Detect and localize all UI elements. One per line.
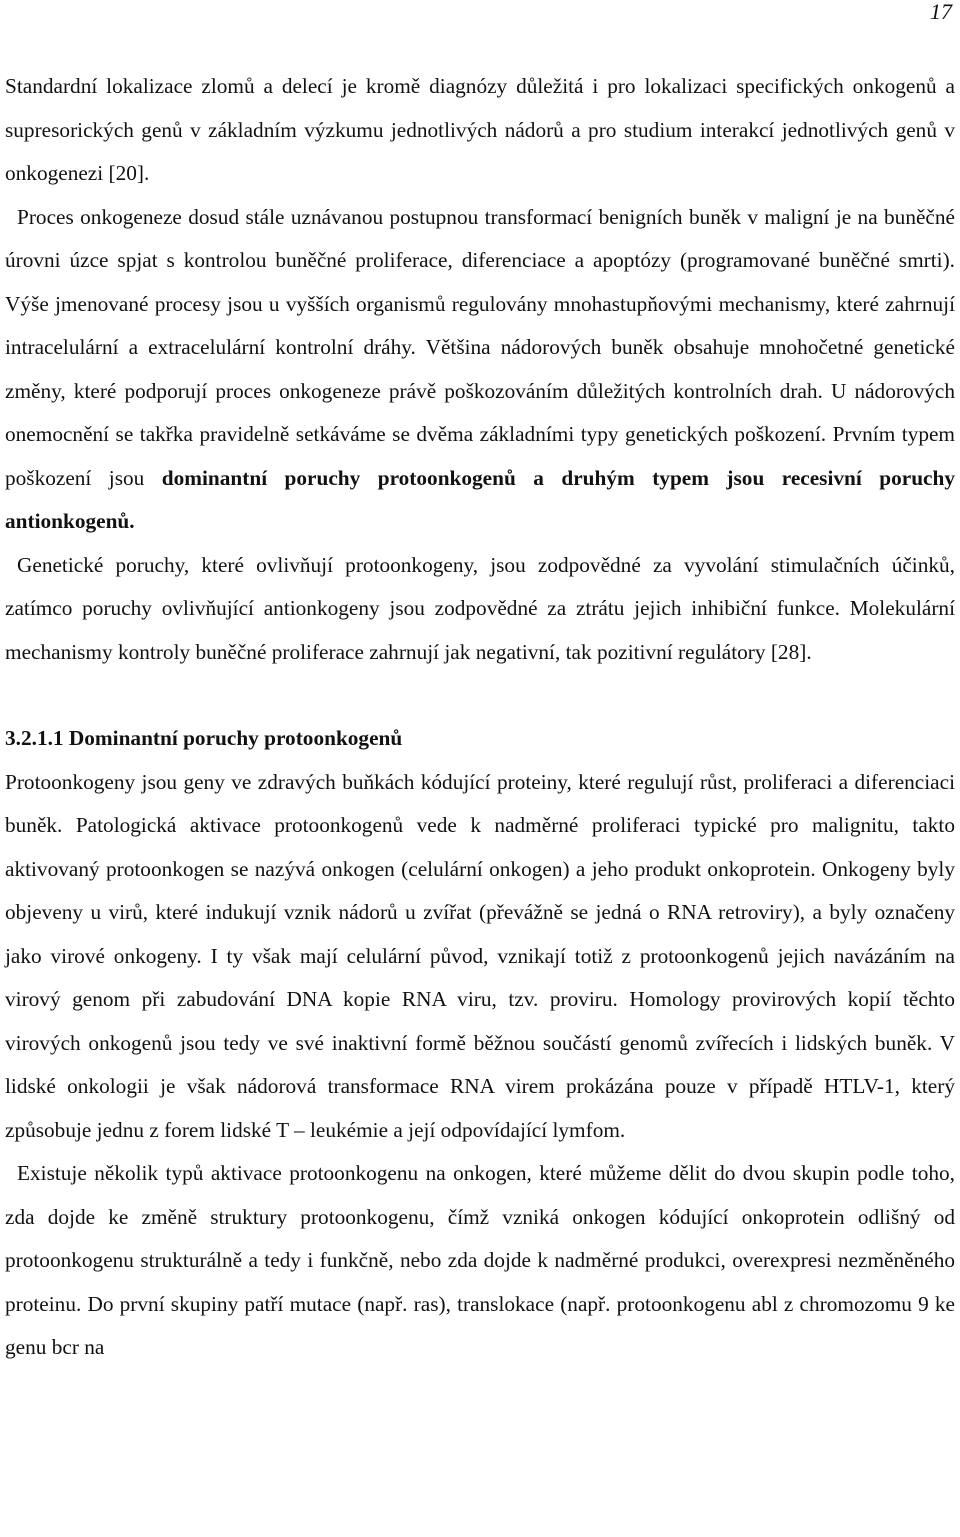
paragraph-4: Protoonkogeny jsou geny ve zdravých buňkách kódující proteiny, které regulují růst, proliferaci a diferenciaci buněk. Patologická aktivace protoonkogenů vede k nadměrné proliferaci typické pro malignitu, takto aktivovaný protoonkogen se nazývá onkogen (celulární onkogen) a jeho produkt onkoprotein. Onkogeny byly objeveny u virů, které indukují vznik nádorů u zvířat (převážně se jedná o RNA retroviry), a byly označeny jako virové onkogeny. I ty však mají celulární původ, vznikají totiž z protoonkogenů jejich navázáním na virový genom při zabudování DNA kopie RNA viru, tzv. proviru. Homology provirových kopií těchto virových onkogenů jsou tedy ve své inaktivní formě běžnou součástí genomů zvířecích i lidských buněk. V lidské onkologii je však nádorová transformace RNA virem prokázána pouze v případě HTLV-1, který způsobuje jednu z forem lidské T – leukémie a její odpovídající lymfom.	[5, 769, 955, 1142]
page-number: 17	[930, 0, 952, 24]
document-body	[5, 65, 955, 1370]
paragraph-2	[5, 196, 955, 544]
section-heading: 3.2.1.1 Dominantní poruchy protoonkogenů	[5, 726, 403, 750]
paragraph-1: Standardní lokalizace zlomů a delecí je kromě diagnózy důležitá i pro lokalizaci specifických onkogenů a supresorických genů v základním výzkumu jednotlivých nádorů a pro studium interakcí jednotlivých genů v onkogenezi [20].	[5, 74, 955, 185]
paragraph-3: Genetické poruchy, které ovlivňují protoonkogeny, jsou zodpovědné za vyvolání stimulačních účinků, zatímco poruchy ovlivňující antionkogeny jsou zodpovědné za ztrátu jejich inhibiční funkce. Molekulární mechanismy kontroly buněčné proliferace zahrnují jak negativní, tak pozitivní regulátory [28].	[5, 552, 955, 664]
paragraph-2-bold-text: dominantní poruchy protoonkogenů a druhým typem jsou recesivní poruchy antionkogenů.	[5, 465, 955, 533]
paragraph-5: Existuje několik typů aktivace protoonkogenu na onkogen, které můžeme dělit do dvou skupin podle toho, zda dojde ke změně struktury protoonkogenu, čímž vzniká onkogen kódující onkoprotein odlišný od protoonkogenu strukturálně a tedy i funkčně, nebo zda dojde k nadměrné produkci, overexpresi nezměněného proteinu. Do první skupiny patří mutace (např. ras), translokace (např. protoonkogenu abl z chromozomu 9 ke genu bcr na	[5, 1161, 955, 1359]
paragraph-2-text: Proces onkogeneze dosud stále uznávanou postupnou transformací benigních buněk v maligní je na buněčné úrovni úzce spjat s kontrolou buněčné proliferace, diferenciace a apoptózy (programované buněčné smrti). Výše jmenované procesy jsou u vyšších organismů regulovány mnohastupňovými mechanismy, které zahrnují intracelulární a extracelulární kontrolní dráhy. Většina nádorových buněk obsahuje mnohočetné genetické změny, které podporují proces onkogeneze právě poškozováním důležitých kontrolních drah. U nádorových onemocnění se takřka pravidelně setkáváme se dvěma základními typy genetických poškození. Prvním typem poškození jsou	[5, 204, 955, 490]
